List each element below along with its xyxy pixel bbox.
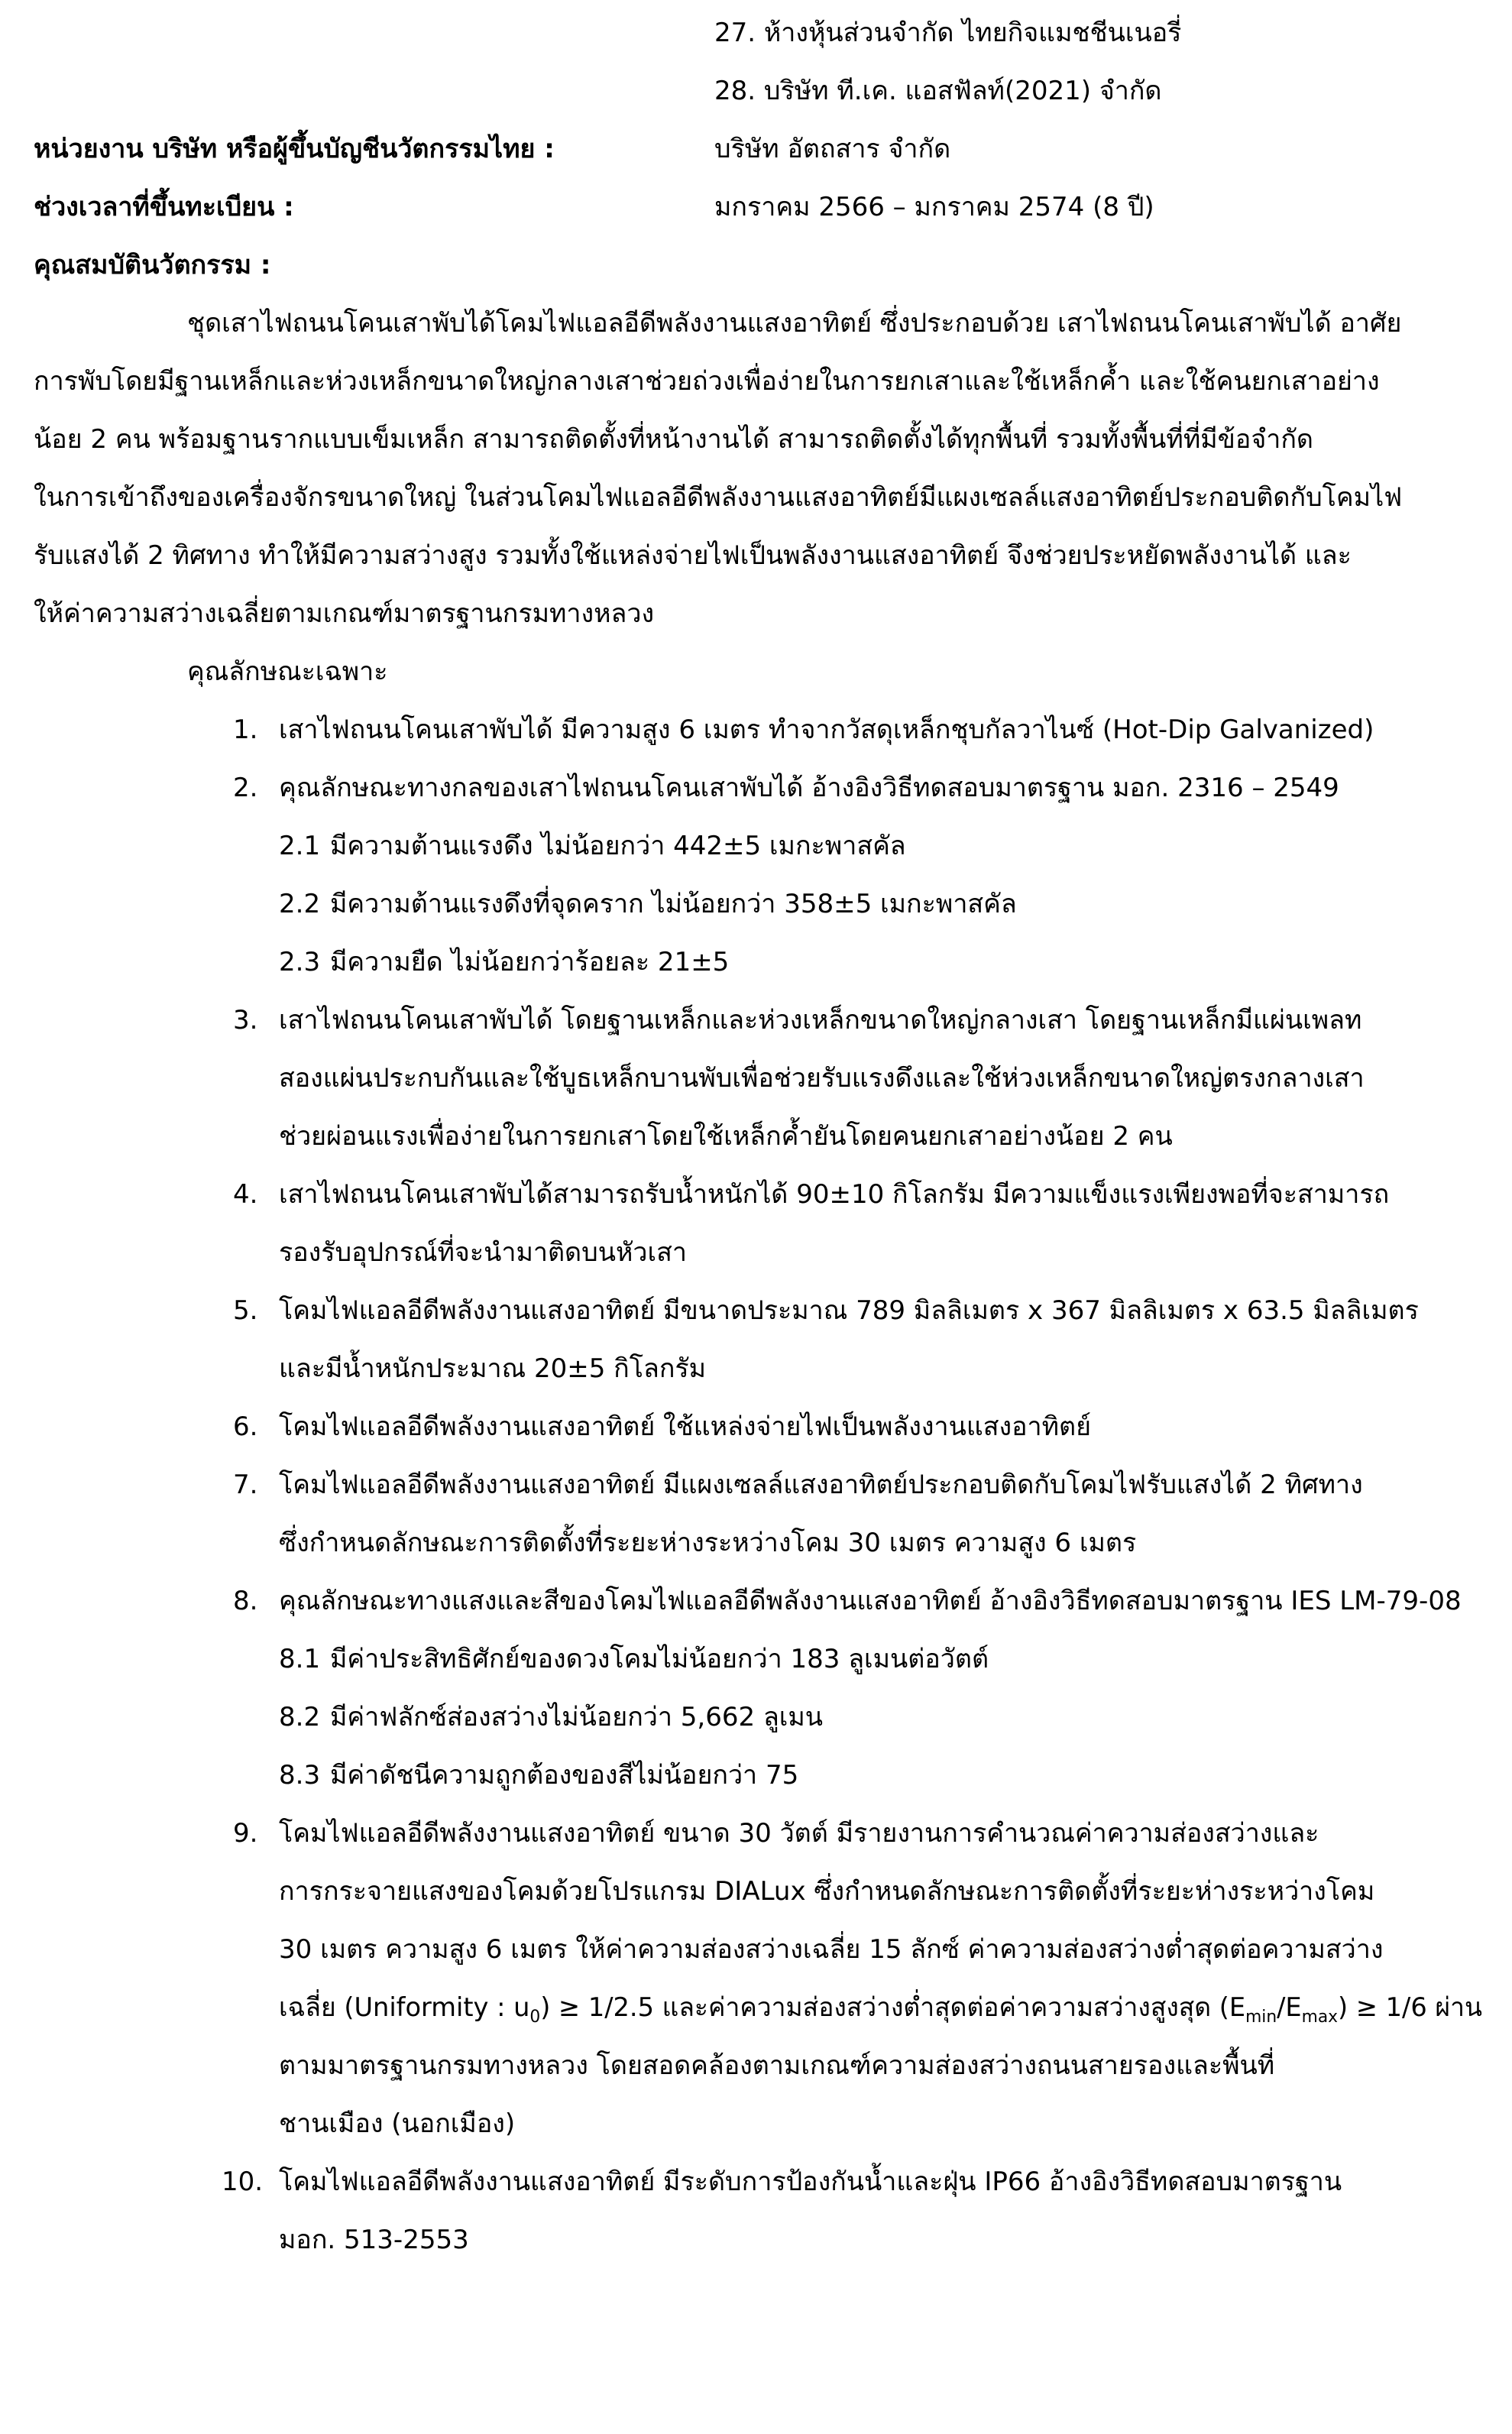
period-label: ช่วงเวลาที่ขึ้นทะเบียน :: [34, 192, 294, 222]
spec-9-line-1: โคมไฟแอลอีดีพลังงานแสงอาทิตย์ ขนาด 30 วัตต์ มีรายงานการคำนวณค่าความส่องสว่างและ: [279, 1818, 1319, 1849]
spec-3-line-1: เสาไฟถนนโคนเสาพับได้ โดยฐานเหล็กและห่วงเหล็กขนาดใหญ่กลางเสา โดยฐานเหล็กมีแผ่นเพลท: [279, 1005, 1362, 1036]
spec-2-3-text: มีความยืด ไม่น้อยกว่าร้อยละ 21±5: [330, 947, 730, 977]
spec-2-1-text: มีความต้านแรงดึง ไม่น้อยกว่า 442±5 เมกะพาสคัล: [330, 831, 906, 861]
properties-label: คุณสมบัตินวัตกรรม :: [34, 250, 271, 280]
spec-10-number: 10.: [222, 2167, 264, 2197]
spec-9-line-5: ตามมาตรฐานกรมทางหลวง โดยสอดคล้องตามเกณฑ์ความส่องสว่างถนนสายรองและพื้นที่: [279, 2050, 1275, 2081]
spec-2-number: 2.: [233, 773, 258, 803]
emax-subscript: max: [1301, 2007, 1339, 2027]
spec-8-1-number: 8.1: [279, 1644, 321, 1674]
spec-2-2-number: 2.2: [279, 889, 321, 919]
spec-1-number: 1.: [233, 715, 258, 745]
spec-8-number: 8.: [233, 1586, 258, 1616]
spec-6-number: 6.: [233, 1411, 258, 1442]
paragraph-line-1: ชุดเสาไฟถนนโคนเสาพับได้โคมไฟแอลอีดีพลังงานแสงอาทิตย์ ซึ่งประกอบด้วย เสาไฟถนนโคนเสาพับได้ อาศัย: [187, 308, 1402, 339]
spec-5-number: 5.: [233, 1295, 258, 1326]
spec-8-3-text: มีค่าดัชนีความถูกต้องของสีไม่น้อยกว่า 75: [330, 1760, 799, 1791]
spec-9-line-4-part-a: เฉลี่ย (Uniformity : u: [279, 1992, 530, 2023]
paragraph-line-4: ในการเข้าถึงของเครื่องจักรขนาดใหญ่ ในส่วนโคมไฟแอลอีดีพลังงานแสงอาทิตย์มีแผงเซลล์แสงอาทิตย์ประกอบติดกับโคมไฟ: [34, 482, 1403, 513]
spec-8-3-number: 8.3: [279, 1760, 321, 1791]
emin-subscript: min: [1245, 2007, 1277, 2027]
spec-8-2-text: มีค่าฟลักซ์ส่องสว่างไม่น้อยกว่า 5,662 ลูเมน: [330, 1702, 824, 1732]
spec-2-3-number: 2.3: [279, 947, 321, 977]
org-label: หน่วยงาน บริษัท หรือผู้ขึ้นบัญชีนวัตกรรมไทย :: [34, 134, 555, 164]
spec-3-line-3: ช่วยผ่อนแรงเพื่อง่ายในการยกเสาโดยใช้เหล็กค้ำยันโดยคนยกเสาอย่างน้อย 2 คน: [279, 1121, 1173, 1152]
spec-3-number: 3.: [233, 1005, 258, 1036]
spec-9-line-3: 30 เมตร ความสูง 6 เมตร ให้ค่าความส่องสว่างเฉลี่ย 15 ลักซ์ ค่าความส่องสว่างต่ำสุดต่อความสว่าง: [279, 1934, 1384, 1965]
spec-6-text: โคมไฟแอลอีดีพลังงานแสงอาทิตย์ ใช้แหล่งจ่ายไฟเป็นพลังงานแสงอาทิตย์: [279, 1411, 1092, 1442]
spec-10-line-2: มอก. 513-2553: [279, 2225, 469, 2255]
spec-4-line-2: รองรับอุปกรณ์ที่จะนำมาติดบนหัวเสา: [279, 1237, 687, 1268]
spec-7-number: 7.: [233, 1470, 258, 1500]
u0-subscript: 0: [529, 2007, 541, 2027]
spec-2-1-number: 2.1: [279, 831, 321, 861]
spec-3-line-2: สองแผ่นประกบกันและใช้บูธเหล็กบานพับเพื่อช่วยรับแรงดึงและใช้ห่วงเหล็กขนาดใหญ่ตรงกลางเสา: [279, 1063, 1365, 1094]
spec-9-number: 9.: [233, 1818, 258, 1849]
spec-8-2-number: 8.2: [279, 1702, 321, 1732]
list-item-27: 27. ห้างหุ้นส่วนจำกัด ไทยกิจแมชชีนเนอรี่: [714, 18, 1182, 48]
spec-8-text: คุณลักษณะทางแสงและสีของโคมไฟแอลอีดีพลังงานแสงอาทิตย์ อ้างอิงวิธีทดสอบมาตรฐาน IES LM-79-08: [279, 1586, 1462, 1616]
spec-9-line-4-part-b: ) ≥ 1/2.5 และค่าความส่องสว่างต่ำสุดต่อค่าความสว่างสูงสุด (E: [540, 1992, 1246, 2023]
spec-8-1-text: มีค่าประสิทธิศักย์ของดวงโคมไม่น้อยกว่า 183 ลูเมนต่อวัตต์: [330, 1644, 989, 1674]
paragraph-line-5: รับแสงได้ 2 ทิศทาง ทำให้มีความสว่างสูง รวมทั้งใช้แหล่งจ่ายไฟเป็นพลังงานแสงอาทิตย์ จึงช่วยประหยัดพลังงานได้ และ: [34, 540, 1352, 571]
spec-5-line-1: โคมไฟแอลอีดีพลังงานแสงอาทิตย์ มีขนาดประมาณ 789 มิลลิเมตร x 367 มิลลิเมตร x 63.5 มิลลิเมตร: [279, 1295, 1419, 1326]
spec-4-number: 4.: [233, 1179, 258, 1210]
spec-9-line-4-part-d: ) ≥ 1/6 ผ่าน: [1338, 1992, 1482, 2023]
spec-2-text: คุณลักษณะทางกลของเสาไฟถนนโคนเสาพับได้ อ้างอิงวิธีทดสอบมาตรฐาน มอก. 2316 – 2549: [279, 773, 1339, 803]
spec-9-line-6: ชานเมือง (นอกเมือง): [279, 2108, 516, 2139]
list-item-28: 28. บริษัท ที.เค. แอสฟัลท์(2021) จำกัด: [714, 76, 1162, 106]
paragraph-line-3: น้อย 2 คน พร้อมฐานรากแบบเข็มเหล็ก สามารถติดตั้งที่หน้างานได้ สามารถติดตั้งได้ทุกพื้นที่ รวมทั้งพื้นที่ที่มีข้อจำกัด: [34, 424, 1313, 455]
org-value: บริษัท อัตถสาร จำกัด: [714, 134, 951, 164]
spec-2-2-text: มีความต้านแรงดึงที่จุดคราก ไม่น้อยกว่า 358±5 เมกะพาสคัล: [330, 889, 1017, 919]
spec-4-line-1: เสาไฟถนนโคนเสาพับได้สามารถรับน้ำหนักได้ 90±10 กิโลกรัม มีความแข็งแรงเพียงพอที่จะสามารถ: [279, 1179, 1390, 1210]
period-value: มกราคม 2566 – มกราคม 2574 (8 ปี): [714, 192, 1154, 222]
spec-5-line-2: และมีน้ำหนักประมาณ 20±5 กิโลกรัม: [279, 1353, 707, 1384]
paragraph-line-6: ให้ค่าความสว่างเฉลี่ยตามเกณฑ์มาตรฐานกรมทางหลวง: [34, 598, 655, 629]
spec-9-line-2: การกระจายแสงของโคมด้วยโปรแกรม DIALux ซึ่งกำหนดลักษณะการติดตั้งที่ระยะห่างระหว่างโคม: [279, 1876, 1375, 1907]
spec-9-line-4-part-c: /E: [1277, 1992, 1302, 2023]
spec-10-line-1: โคมไฟแอลอีดีพลังงานแสงอาทิตย์ มีระดับการป้องกันน้ำและฝุ่น IP66 อ้างอิงวิธีทดสอบมาตรฐาน: [279, 2167, 1342, 2197]
spec-1-text: เสาไฟถนนโคนเสาพับได้ มีความสูง 6 เมตร ทำจากวัสดุเหล็กชุบกัลวาไนซ์ (Hot-Dip Galvanized): [279, 715, 1374, 745]
paragraph-line-2: การพับโดยมีฐานเหล็กและห่วงเหล็กขนาดใหญ่กลางเสาช่วยถ่วงเพื่อง่ายในการยกเสาและใช้เหล็กค้ำ และใช้คนยกเสาอย่าง: [34, 366, 1380, 397]
spec-heading: คุณลักษณะเฉพาะ: [187, 656, 388, 687]
spec-9-line-4: [279, 1979, 1482, 2036]
spec-7-line-1: โคมไฟแอลอีดีพลังงานแสงอาทิตย์ มีแผงเซลล์แสงอาทิตย์ประกอบติดกับโคมไฟรับแสงได้ 2 ทิศทาง: [279, 1470, 1363, 1500]
spec-7-line-2: ซึ่งกำหนดลักษณะการติดตั้งที่ระยะห่างระหว่างโคม 30 เมตร ความสูง 6 เมตร: [279, 1528, 1137, 1558]
